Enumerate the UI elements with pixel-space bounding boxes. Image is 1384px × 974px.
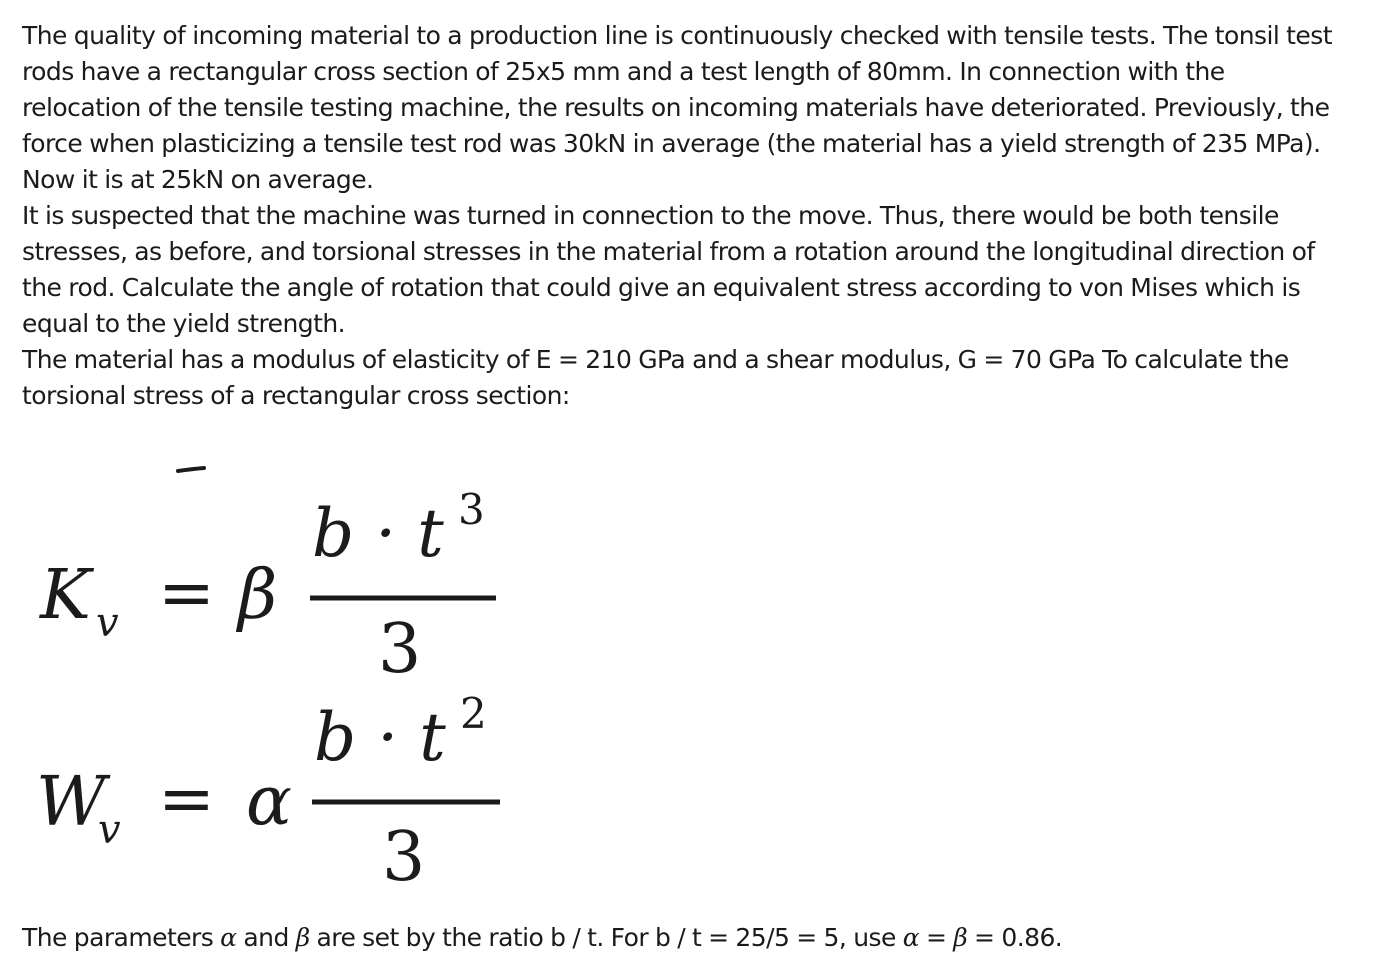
footer-text-5: = 0.86. xyxy=(967,923,1063,952)
footer-text-2: and xyxy=(236,923,296,952)
wv-subscript: v xyxy=(98,807,121,853)
kv-beta: β xyxy=(238,556,278,635)
problem-paragraph-2: It is suspected that the machine was turned in connection to the move. Thus, there would be both tensile stresses, as before, and torsional stresses in the material from a rotation around the longitudinal direction of the rod. Calculate the angle of rotation that could give an equivalent stress according to von Mises which is equal to the yield strength. xyxy=(22,201,1315,338)
kv-numerator: b · t xyxy=(312,495,444,572)
wv-symbol: W xyxy=(36,763,106,842)
footer-text-1: The parameters xyxy=(22,923,221,952)
wv-denominator: 3 xyxy=(382,818,426,897)
parameters-note xyxy=(22,920,1342,956)
kv-subscript: v xyxy=(96,600,119,646)
problem-paragraph-3: The material has a modulus of elasticity of E = 210 GPa and a shear modulus, G = 70 GPa To calculate the torsional stress of a rectangular cross section: xyxy=(22,345,1289,410)
kv-formula xyxy=(38,485,496,689)
beta-symbol-2: β xyxy=(953,923,968,952)
alpha-symbol-2: α xyxy=(902,923,920,952)
footer-text-3: are set by the ratio b / t. For b / t = 25/5 = 5, use xyxy=(309,923,903,952)
formula-graphic xyxy=(0,440,560,900)
stray-mark xyxy=(178,468,204,471)
wv-alpha: α xyxy=(246,762,292,841)
problem-paragraph-1: The quality of incoming material to a production line is continuously checked with tensile tests. The tonsil test rods have a rectangular cross section of 25x5 mm and a test length of 80mm. In connection with the relocation of the tensile testing machine, the results on incoming materials have deteriorated. Previously, the force when plasticizing a tensile test rod was 30kN in average (the material has a yield strength of 235 MPa). Now it is at 25kN on average. xyxy=(22,21,1332,194)
formula-block xyxy=(0,440,560,900)
problem-statement xyxy=(22,18,1342,414)
wv-equals: = xyxy=(158,760,215,839)
wv-numerator: b · t xyxy=(314,699,446,776)
wv-exponent: 2 xyxy=(460,689,487,738)
kv-denominator: 3 xyxy=(378,610,422,689)
kv-symbol: K xyxy=(40,556,91,635)
beta-symbol: β xyxy=(295,923,310,952)
footer-text-4: = xyxy=(919,923,954,952)
wv-formula xyxy=(36,689,500,897)
alpha-symbol: α xyxy=(220,923,237,952)
kv-equals: = xyxy=(158,554,215,633)
kv-exponent: 3 xyxy=(458,485,485,534)
